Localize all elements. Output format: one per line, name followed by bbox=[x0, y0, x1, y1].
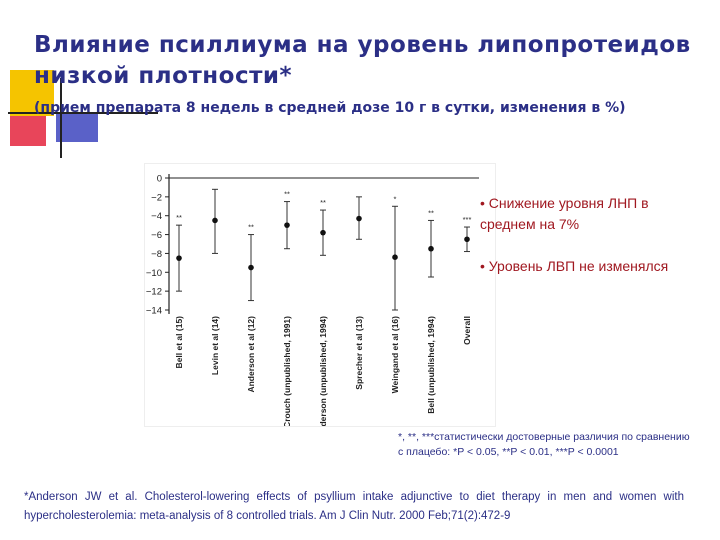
category-label: Anderson et al (12) bbox=[246, 316, 256, 393]
data-point bbox=[356, 216, 362, 222]
y-tick-label: −10 bbox=[145, 267, 162, 279]
y-tick-label: 0 bbox=[156, 173, 162, 185]
significance-marker: ** bbox=[320, 198, 326, 208]
y-tick-label: −4 bbox=[151, 211, 162, 223]
y-tick-label: −14 bbox=[145, 305, 162, 317]
data-point bbox=[428, 246, 434, 252]
ldl-change-chart bbox=[145, 164, 495, 426]
y-tick-label: −8 bbox=[151, 248, 162, 260]
y-tick-label: −12 bbox=[145, 286, 162, 298]
notes-block bbox=[480, 193, 686, 277]
decor-red-square bbox=[10, 116, 46, 146]
reference-footnote: *Anderson JW et al. Cholesterol-lowering effects of psyllium intake adjunctive to diet therapy in men and women with hypercholesterolemia: meta-analysis of 8 controlled trials. Am J Clin Nutr. 2000 Feb;71(2):472-9 bbox=[24, 491, 684, 522]
significance-marker: ** bbox=[284, 189, 290, 199]
category-label: Weingand et al (16) bbox=[390, 316, 400, 394]
y-tick-label: −2 bbox=[151, 192, 162, 204]
y-tick-label: −6 bbox=[151, 230, 162, 242]
significance-marker: ** bbox=[248, 222, 254, 232]
note-ldl-reduction: • Снижение уровня ЛНП в среднем на 7% bbox=[480, 195, 649, 232]
data-point bbox=[176, 255, 182, 261]
significance-line-2: с плацебо: *P < 0.05, **P < 0.01, ***P < 0.0001 bbox=[398, 446, 619, 458]
significance-marker: ** bbox=[428, 208, 434, 218]
significance-marker: *** bbox=[462, 215, 472, 225]
category-label: Crouch (unpublished, 1991) bbox=[282, 316, 292, 426]
data-point bbox=[464, 236, 470, 242]
category-label: Sprecher et al (13) bbox=[354, 316, 364, 390]
significance-marker: * bbox=[393, 194, 397, 204]
note-hdl-unchanged: • Уровень ЛВП не изменялся bbox=[480, 258, 669, 274]
chart-panel bbox=[144, 163, 496, 427]
category-label: Bell et al (15) bbox=[174, 316, 184, 369]
data-point bbox=[284, 222, 290, 228]
category-label: Anderson (unpublished, 1994) bbox=[318, 316, 328, 426]
data-point bbox=[392, 254, 398, 260]
significance-line-1: *, **, ***статистически достоверные различия по сравнению bbox=[398, 431, 690, 443]
decor-blue-square bbox=[56, 114, 98, 142]
category-label: Bell (unpublished, 1994) bbox=[426, 316, 436, 414]
data-point bbox=[248, 265, 254, 271]
category-label: Levin et al (14) bbox=[210, 316, 220, 376]
data-point bbox=[320, 230, 326, 236]
data-point bbox=[212, 218, 218, 224]
significance-marker: ** bbox=[176, 213, 182, 223]
slide-title: Влияние псиллиума на уровень липопротеидов низкой плотности* bbox=[34, 32, 691, 89]
significance-legend bbox=[398, 430, 714, 460]
category-label: Overall bbox=[462, 316, 472, 345]
slide-subtitle: (прием препарата 8 недель в средней дозе 10 г в сутки, изменения в %) bbox=[34, 100, 626, 116]
